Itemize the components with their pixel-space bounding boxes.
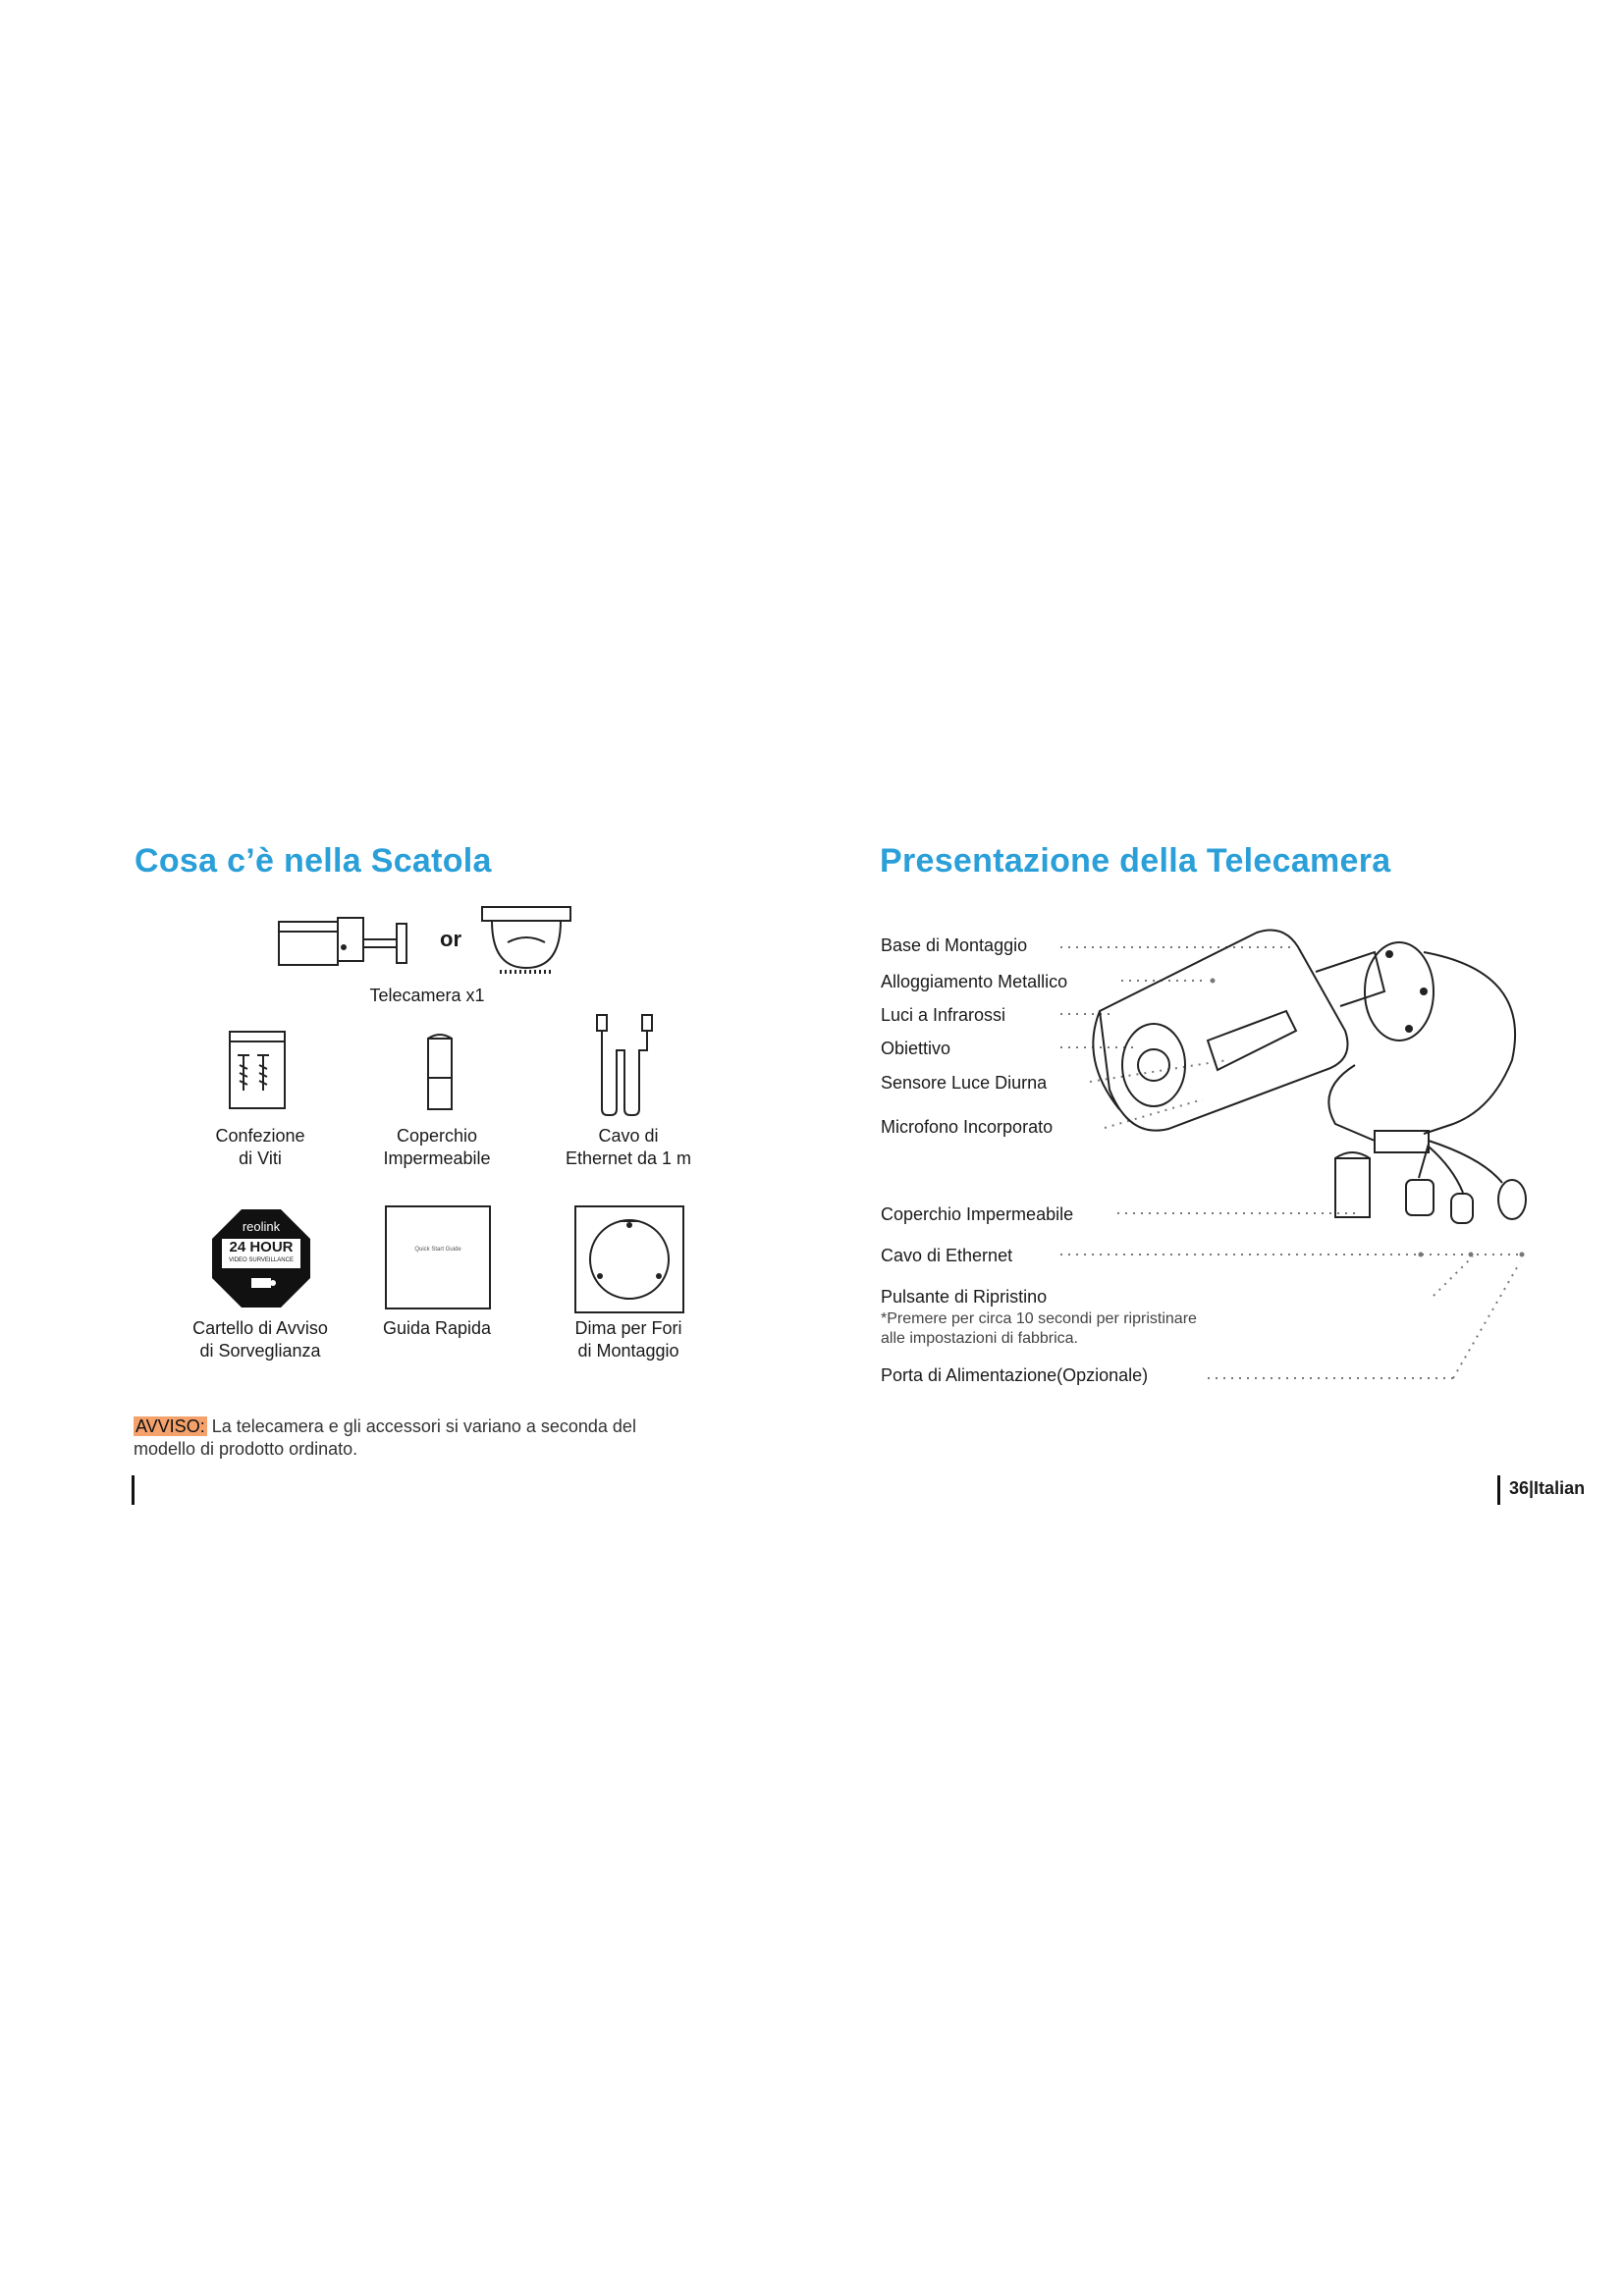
item-caption-ethernet: Cavo di Ethernet da 1 m — [565, 1126, 692, 1168]
reset-note: *Premere per circa 10 secondi per ripristinare alle impostazioni di fabbrica. — [881, 1310, 1197, 1347]
item-caption-sign: Cartello di Avviso di Sorveglianza — [192, 1318, 328, 1361]
label-microphone: Microfono Incorporato — [881, 1117, 1054, 1137]
camera-caption: Telecamera x1 — [369, 986, 485, 1005]
dome-camera-illustration — [478, 903, 576, 982]
guide-cover-text: Quick Start Guide — [414, 1247, 461, 1253]
label-infrared-lights: Luci a Infrarossi — [881, 1005, 1006, 1025]
label-daylight-sensor: Sensore Luce Diurna — [881, 1073, 1048, 1093]
sign-big-text: 24 HOUR — [229, 1239, 294, 1255]
page-bar-left — [132, 1475, 135, 1505]
label-metal-housing: Alloggiamento Metallico — [881, 972, 1068, 991]
ethernet-cable-illustration — [589, 1011, 663, 1119]
section-title-box-contents: Cosa c’è nella Scatola — [135, 842, 492, 880]
section-title-camera-overview: Presentazione della Telecamera — [880, 842, 1391, 880]
label-power-port: Porta di Alimentazione(Opzionale) — [881, 1365, 1149, 1385]
screw-pack-illustration — [224, 1026, 293, 1114]
item-caption-template: Dima per Fori di Montaggio — [574, 1318, 682, 1361]
quick-guide-illustration — [385, 1205, 491, 1309]
label-lens: Obiettivo — [881, 1039, 951, 1058]
surveillance-sign-illustration — [212, 1209, 310, 1308]
item-caption-cover: Coperchio Impermeabile — [383, 1126, 491, 1168]
sign-small-text: VIDEO SURVEILLANCE — [229, 1257, 294, 1263]
camera-overview-diagram — [1060, 913, 1551, 1384]
item-caption-screws: Confezione di Viti — [215, 1126, 305, 1168]
label-waterproof-cover: Coperchio Impermeabile — [881, 1204, 1074, 1224]
page-bar-right — [1497, 1475, 1500, 1505]
waterproof-cover-illustration — [420, 1031, 460, 1114]
label-mounting-base: Base di Montaggio — [881, 935, 1028, 955]
label-ethernet-cable: Cavo di Ethernet — [881, 1246, 1013, 1265]
item-caption-guide: Guida Rapida — [382, 1318, 492, 1338]
or-text: or — [440, 927, 461, 951]
sign-brand: reolink — [242, 1219, 281, 1234]
notice-label: AVVISO: — [135, 1416, 205, 1436]
page-number: 36|Italian — [1509, 1478, 1586, 1498]
bullet-camera-illustration — [275, 908, 422, 977]
label-reset-button: Pulsante di Ripristino — [881, 1287, 1048, 1307]
notice-text: AVVISO: La telecamera e gli accessori si variano a seconda del modello di prodotto ordinato. — [134, 1416, 636, 1459]
mounting-template-illustration — [574, 1205, 684, 1313]
